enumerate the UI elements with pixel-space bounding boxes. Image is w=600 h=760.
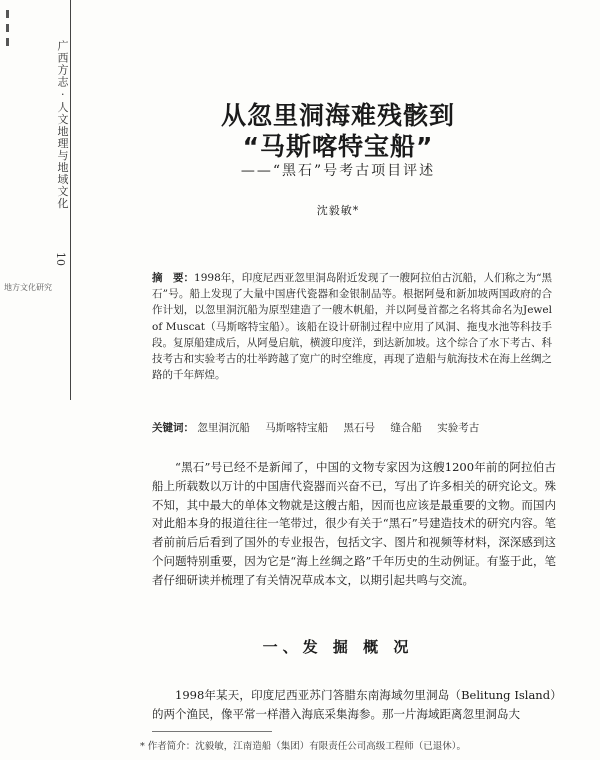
article-subtitle: ——“黑石”号考古项目评述 — [240, 163, 436, 179]
keyword: 缝合船 — [390, 422, 422, 434]
margin-tick — [6, 10, 9, 18]
page-number: 10 — [54, 252, 67, 266]
margin-rule — [70, 0, 71, 400]
keywords — [152, 420, 552, 436]
article-title-line-1: 从忽里洞海难残骸到 — [220, 101, 455, 130]
page-margin-sidebar — [0, 0, 76, 760]
article-title-line-2: “马斯喀特宝船” — [242, 132, 434, 161]
journal-name: 广西方志 · 人文地理与地域文化 — [56, 40, 69, 210]
margin-tick — [6, 38, 9, 46]
footnote-rule — [152, 731, 272, 732]
section-heading: 一、发 掘 概 况 — [262, 638, 414, 656]
keyword: 实验考古 — [437, 422, 480, 434]
keyword: 马斯喀特宝船 — [265, 422, 329, 434]
author-name: 沈毅敏* — [316, 204, 360, 217]
section-paragraph: 1998年某天，印度尼西亚苏门答腊东南海域勿里洞岛（Belitung Island）的两个渔民，像平常一样潜入海底采集海参。那一片海域距离忽里洞岛大 — [152, 688, 556, 721]
footnote: * 作者简介：沈毅敏，江南造船（集团）有限责任公司高级工程师（已退休）。 — [140, 741, 467, 752]
keyword: 忽里洞沉船 — [197, 422, 250, 434]
abstract-label: 摘 要： — [152, 272, 195, 284]
intro-paragraph: “黑石”号已经不是新闻了，中国的文物专家因为这艘1200年前的阿拉伯古船上所载数以万计的中国唐代瓷器而兴奋不已，写出了许多相关的研究论文。殊不知，其中最大的单体文物就是这艘古船，因而也应该是最重要的文物。而国内对此船本身的报道往往一笔带过，很少有关于“黑石”号建造技术的研究内容。笔者前前后后看到了国外的专业报告，包括文字、图片和视频等材料，深深感到这个问题特别重要，因为它是“海上丝绸之路”千年历史的生动例证。有鉴于此，笔者仔细研读并梳理了有关情况草成本文，以期引起共鸣与交流。 — [152, 460, 556, 587]
abstract — [152, 270, 552, 383]
abstract-text: 1998年，印度尼西亚忽里洞岛附近发现了一艘阿拉伯古沉船，人们称之为“黑石”号。船上发现了大量中国唐代瓷器和金银制品等。根据阿曼和新加坡两国政府的合作计划，以忽里洞沉船为原型建造了一艘木帆船，并以阿曼首都之名将其命名为Jewel of Muscat（马斯喀特宝船）。该船在设计研制过程中应用了风洞、拖曳水池等科技手段。复原船建成后，从阿曼启航，横渡印度洋，到达新加坡。这个综合了水下考古、科技考古和实验考古的壮举跨越了宽广的时空维度，再现了造船与航海技术在海上丝绸之路的千年辉煌。 — [152, 272, 552, 382]
keywords-label: 关键词： — [152, 422, 194, 434]
margin-tick — [6, 24, 9, 32]
margin-note: 地方文化研究 — [4, 283, 52, 292]
keyword: 黑石号 — [343, 422, 376, 434]
